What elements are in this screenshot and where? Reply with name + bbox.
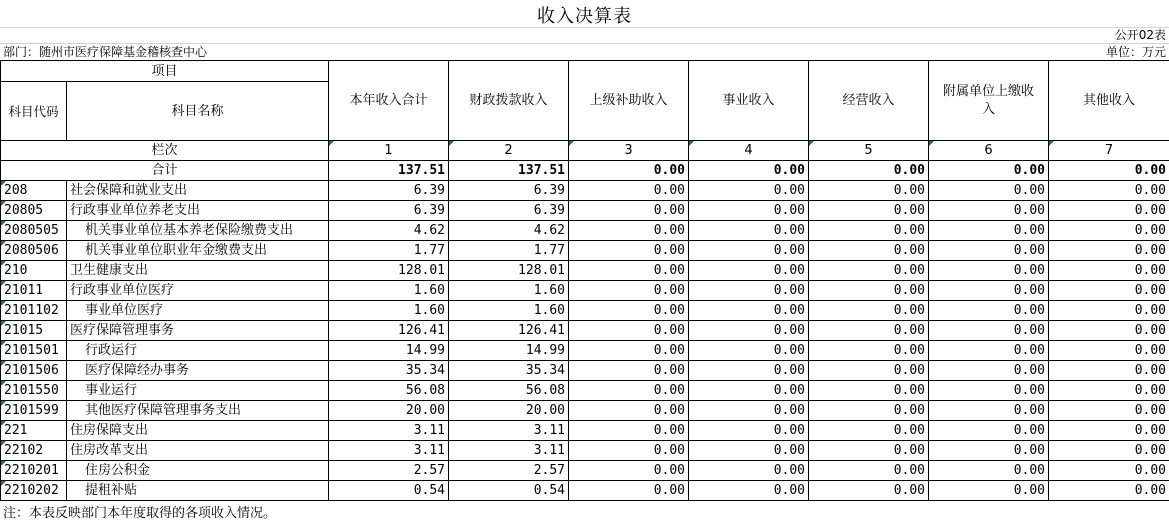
amount-cell: 128.01 (449, 261, 569, 281)
subject-name: 事业运行 (67, 381, 329, 401)
amount-cell: 0.00 (1049, 221, 1169, 241)
header-row-1 (1, 61, 1169, 82)
amount-cell: 0.00 (689, 301, 809, 321)
table-row (1, 341, 1169, 361)
amount-cell: 0.00 (689, 381, 809, 401)
table-row (1, 381, 1169, 401)
subject-code: 2101599 (1, 401, 67, 421)
row-number-label: 栏次 (1, 141, 329, 161)
subject-code: 21015 (1, 321, 67, 341)
amount-cell: 0.00 (929, 361, 1049, 381)
amount-cell: 0.00 (809, 241, 929, 261)
table-row (1, 361, 1169, 381)
amount-cell: 1.60 (329, 281, 449, 301)
subject-name: 其他医疗保障管理事务支出 (67, 401, 329, 421)
subject-code: 2101506 (1, 361, 67, 381)
amount-cell: 35.34 (449, 361, 569, 381)
amount-cell: 0.00 (569, 321, 689, 341)
subject-code: 2210202 (1, 481, 67, 501)
amount-cell: 0.00 (1049, 381, 1169, 401)
amount-cell: 0.00 (689, 201, 809, 221)
total-value: 0.00 (569, 161, 689, 181)
row-number-row (1, 141, 1169, 161)
total-value: 137.51 (449, 161, 569, 181)
amount-cell: 6.39 (449, 181, 569, 201)
amount-cell: 0.00 (689, 361, 809, 381)
total-value: 0.00 (689, 161, 809, 181)
amount-cell: 0.00 (929, 301, 1049, 321)
amount-cell: 4.62 (329, 221, 449, 241)
subject-name: 行政事业单位养老支出 (67, 201, 329, 221)
subject-name: 行政事业单位医疗 (67, 281, 329, 301)
amount-cell: 0.00 (809, 381, 929, 401)
amount-cell: 1.60 (449, 281, 569, 301)
amount-cell: 0.00 (929, 321, 1049, 341)
header-name: 科目名称 (67, 82, 329, 141)
amount-cell: 126.41 (449, 321, 569, 341)
amount-cell: 0.00 (809, 401, 929, 421)
amount-cell: 1.77 (449, 241, 569, 261)
amount-cell: 2.57 (329, 461, 449, 481)
amount-cell: 0.00 (809, 281, 929, 301)
amount-cell: 0.00 (929, 261, 1049, 281)
amount-cell: 3.11 (449, 441, 569, 461)
amount-cell: 0.00 (569, 221, 689, 241)
header-col-4: 事业收入 (689, 61, 809, 141)
amount-cell: 0.00 (569, 481, 689, 501)
subject-name: 机关事业单位职业年金缴费支出 (67, 241, 329, 261)
header-col-7: 其他收入 (1049, 61, 1169, 141)
table-row (1, 441, 1169, 461)
subject-code: 2210201 (1, 461, 67, 481)
subject-name: 行政运行 (67, 341, 329, 361)
header-col-6: 附属单位上缴收入 (929, 61, 1049, 141)
amount-cell: 0.00 (1049, 181, 1169, 201)
amount-cell: 0.54 (329, 481, 449, 501)
subject-code: 20805 (1, 201, 67, 221)
table-row (1, 281, 1169, 301)
header-code: 科目代码 (1, 82, 67, 141)
subject-name: 机关事业单位基本养老保险缴费支出 (67, 221, 329, 241)
amount-cell: 3.11 (449, 421, 569, 441)
amount-cell: 0.00 (689, 401, 809, 421)
amount-cell: 3.11 (329, 421, 449, 441)
amount-cell: 0.00 (809, 301, 929, 321)
amount-cell: 0.54 (449, 481, 569, 501)
amount-cell: 6.39 (329, 181, 449, 201)
table-row (1, 221, 1169, 241)
amount-cell: 0.00 (1049, 201, 1169, 221)
unit-label: 单位：万元 (1105, 45, 1166, 59)
amount-cell: 0.00 (689, 421, 809, 441)
table-row (1, 301, 1169, 321)
amount-cell: 0.00 (1049, 421, 1169, 441)
amount-cell: 4.62 (449, 221, 569, 241)
subject-name: 社会保障和就业支出 (67, 181, 329, 201)
amount-cell: 0.00 (929, 461, 1049, 481)
amount-cell: 1.60 (329, 301, 449, 321)
form-code: 公开02表 (1114, 28, 1166, 42)
amount-cell: 56.08 (449, 381, 569, 401)
amount-cell: 0.00 (929, 341, 1049, 361)
amount-cell: 0.00 (809, 421, 929, 441)
amount-cell: 0.00 (569, 421, 689, 441)
amount-cell: 3.11 (329, 441, 449, 461)
amount-cell: 0.00 (1049, 281, 1169, 301)
table-row (1, 261, 1169, 281)
amount-cell: 0.00 (809, 461, 929, 481)
row-number: 2 (449, 141, 569, 161)
table-row (1, 321, 1169, 341)
subject-name: 住房改革支出 (67, 441, 329, 461)
subject-name: 医疗保障经办事务 (67, 361, 329, 381)
amount-cell: 0.00 (1049, 441, 1169, 461)
amount-cell: 0.00 (809, 481, 929, 501)
amount-cell: 0.00 (1049, 261, 1169, 281)
subject-name: 事业单位医疗 (67, 301, 329, 321)
subject-code: 2101501 (1, 341, 67, 361)
amount-cell: 0.00 (689, 321, 809, 341)
table-row (1, 241, 1169, 261)
subject-name: 提租补贴 (67, 481, 329, 501)
row-number: 3 (569, 141, 689, 161)
amount-cell: 0.00 (929, 401, 1049, 421)
amount-cell: 0.00 (809, 261, 929, 281)
row-number: 6 (929, 141, 1049, 161)
amount-cell: 126.41 (329, 321, 449, 341)
total-label: 合计 (1, 161, 329, 181)
amount-cell: 0.00 (929, 201, 1049, 221)
amount-cell: 0.00 (929, 281, 1049, 301)
subject-name: 住房保障支出 (67, 421, 329, 441)
table-row (1, 421, 1169, 441)
amount-cell: 0.00 (689, 181, 809, 201)
amount-cell: 0.00 (569, 361, 689, 381)
subject-name: 医疗保障管理事务 (67, 321, 329, 341)
subject-code: 2101550 (1, 381, 67, 401)
amount-cell: 128.01 (329, 261, 449, 281)
amount-cell: 35.34 (329, 361, 449, 381)
header-col-3: 上级补助收入 (569, 61, 689, 141)
amount-cell: 0.00 (689, 221, 809, 241)
subject-code: 210 (1, 261, 67, 281)
total-value: 0.00 (929, 161, 1049, 181)
row-number: 1 (329, 141, 449, 161)
amount-cell: 0.00 (809, 201, 929, 221)
amount-cell: 0.00 (689, 461, 809, 481)
amount-cell: 0.00 (809, 441, 929, 461)
amount-cell: 2.57 (449, 461, 569, 481)
amount-cell: 1.60 (449, 301, 569, 321)
amount-cell: 0.00 (1049, 361, 1169, 381)
amount-cell: 0.00 (1049, 301, 1169, 321)
amount-cell: 0.00 (1049, 241, 1169, 261)
table-row (1, 461, 1169, 481)
amount-cell: 0.00 (1049, 321, 1169, 341)
amount-cell: 0.00 (569, 281, 689, 301)
subject-name: 卫生健康支出 (67, 261, 329, 281)
amount-cell: 0.00 (569, 261, 689, 281)
amount-cell: 0.00 (929, 481, 1049, 501)
subject-code: 21011 (1, 281, 67, 301)
amount-cell: 0.00 (569, 341, 689, 361)
amount-cell: 14.99 (449, 341, 569, 361)
total-value: 0.00 (809, 161, 929, 181)
amount-cell: 0.00 (809, 221, 929, 241)
table-row (1, 201, 1169, 221)
amount-cell: 0.00 (1049, 481, 1169, 501)
footnote: 注：本表反映部门本年度取得的各项收入情况。 (3, 506, 277, 521)
amount-cell: 20.00 (449, 401, 569, 421)
subject-code: 22102 (1, 441, 67, 461)
amount-cell: 0.00 (569, 201, 689, 221)
subject-code: 221 (1, 421, 67, 441)
amount-cell: 0.00 (809, 341, 929, 361)
table-row (1, 181, 1169, 201)
amount-cell: 1.77 (329, 241, 449, 261)
amount-cell: 56.08 (329, 381, 449, 401)
title-row (0, 0, 1169, 28)
amount-cell: 6.39 (449, 201, 569, 221)
amount-cell: 0.00 (809, 361, 929, 381)
total-value: 0.00 (1049, 161, 1169, 181)
header-item: 项目 (1, 61, 329, 82)
amount-cell: 6.39 (329, 201, 449, 221)
amount-cell: 0.00 (929, 241, 1049, 261)
header-col-1: 本年收入合计 (329, 61, 449, 141)
row-number: 7 (1049, 141, 1169, 161)
subject-name: 住房公积金 (67, 461, 329, 481)
amount-cell: 0.00 (569, 181, 689, 201)
amount-cell: 0.00 (689, 341, 809, 361)
amount-cell: 0.00 (929, 441, 1049, 461)
amount-cell: 0.00 (929, 381, 1049, 401)
amount-cell: 0.00 (929, 421, 1049, 441)
amount-cell: 0.00 (809, 181, 929, 201)
form-code-row (0, 27, 1169, 44)
amount-cell: 0.00 (809, 321, 929, 341)
amount-cell: 0.00 (1049, 341, 1169, 361)
amount-cell: 0.00 (1049, 461, 1169, 481)
table-row (1, 481, 1169, 501)
subject-code: 2080506 (1, 241, 67, 261)
total-value: 137.51 (329, 161, 449, 181)
total-row (1, 161, 1169, 181)
amount-cell: 0.00 (569, 301, 689, 321)
department-label: 部门：随州市医疗保障基金稽核查中心 (3, 45, 208, 59)
amount-cell: 0.00 (689, 281, 809, 301)
row-number: 4 (689, 141, 809, 161)
page-title: 收入决算表 (537, 6, 632, 27)
subject-code: 2080505 (1, 221, 67, 241)
amount-cell: 0.00 (569, 401, 689, 421)
amount-cell: 0.00 (689, 481, 809, 501)
amount-cell: 0.00 (929, 221, 1049, 241)
row-number: 5 (809, 141, 929, 161)
table-row (1, 401, 1169, 421)
subject-code: 2101102 (1, 301, 67, 321)
income-table (0, 60, 1169, 501)
amount-cell: 0.00 (689, 261, 809, 281)
amount-cell: 0.00 (569, 381, 689, 401)
header-col-2: 财政拨款收入 (449, 61, 569, 141)
amount-cell: 20.00 (329, 401, 449, 421)
amount-cell: 0.00 (689, 241, 809, 261)
amount-cell: 0.00 (929, 181, 1049, 201)
header-col-5: 经营收入 (809, 61, 929, 141)
amount-cell: 0.00 (569, 461, 689, 481)
amount-cell: 0.00 (1049, 401, 1169, 421)
amount-cell: 14.99 (329, 341, 449, 361)
amount-cell: 0.00 (569, 441, 689, 461)
amount-cell: 0.00 (569, 241, 689, 261)
subject-code: 208 (1, 181, 67, 201)
department-row (0, 44, 1169, 61)
amount-cell: 0.00 (689, 441, 809, 461)
